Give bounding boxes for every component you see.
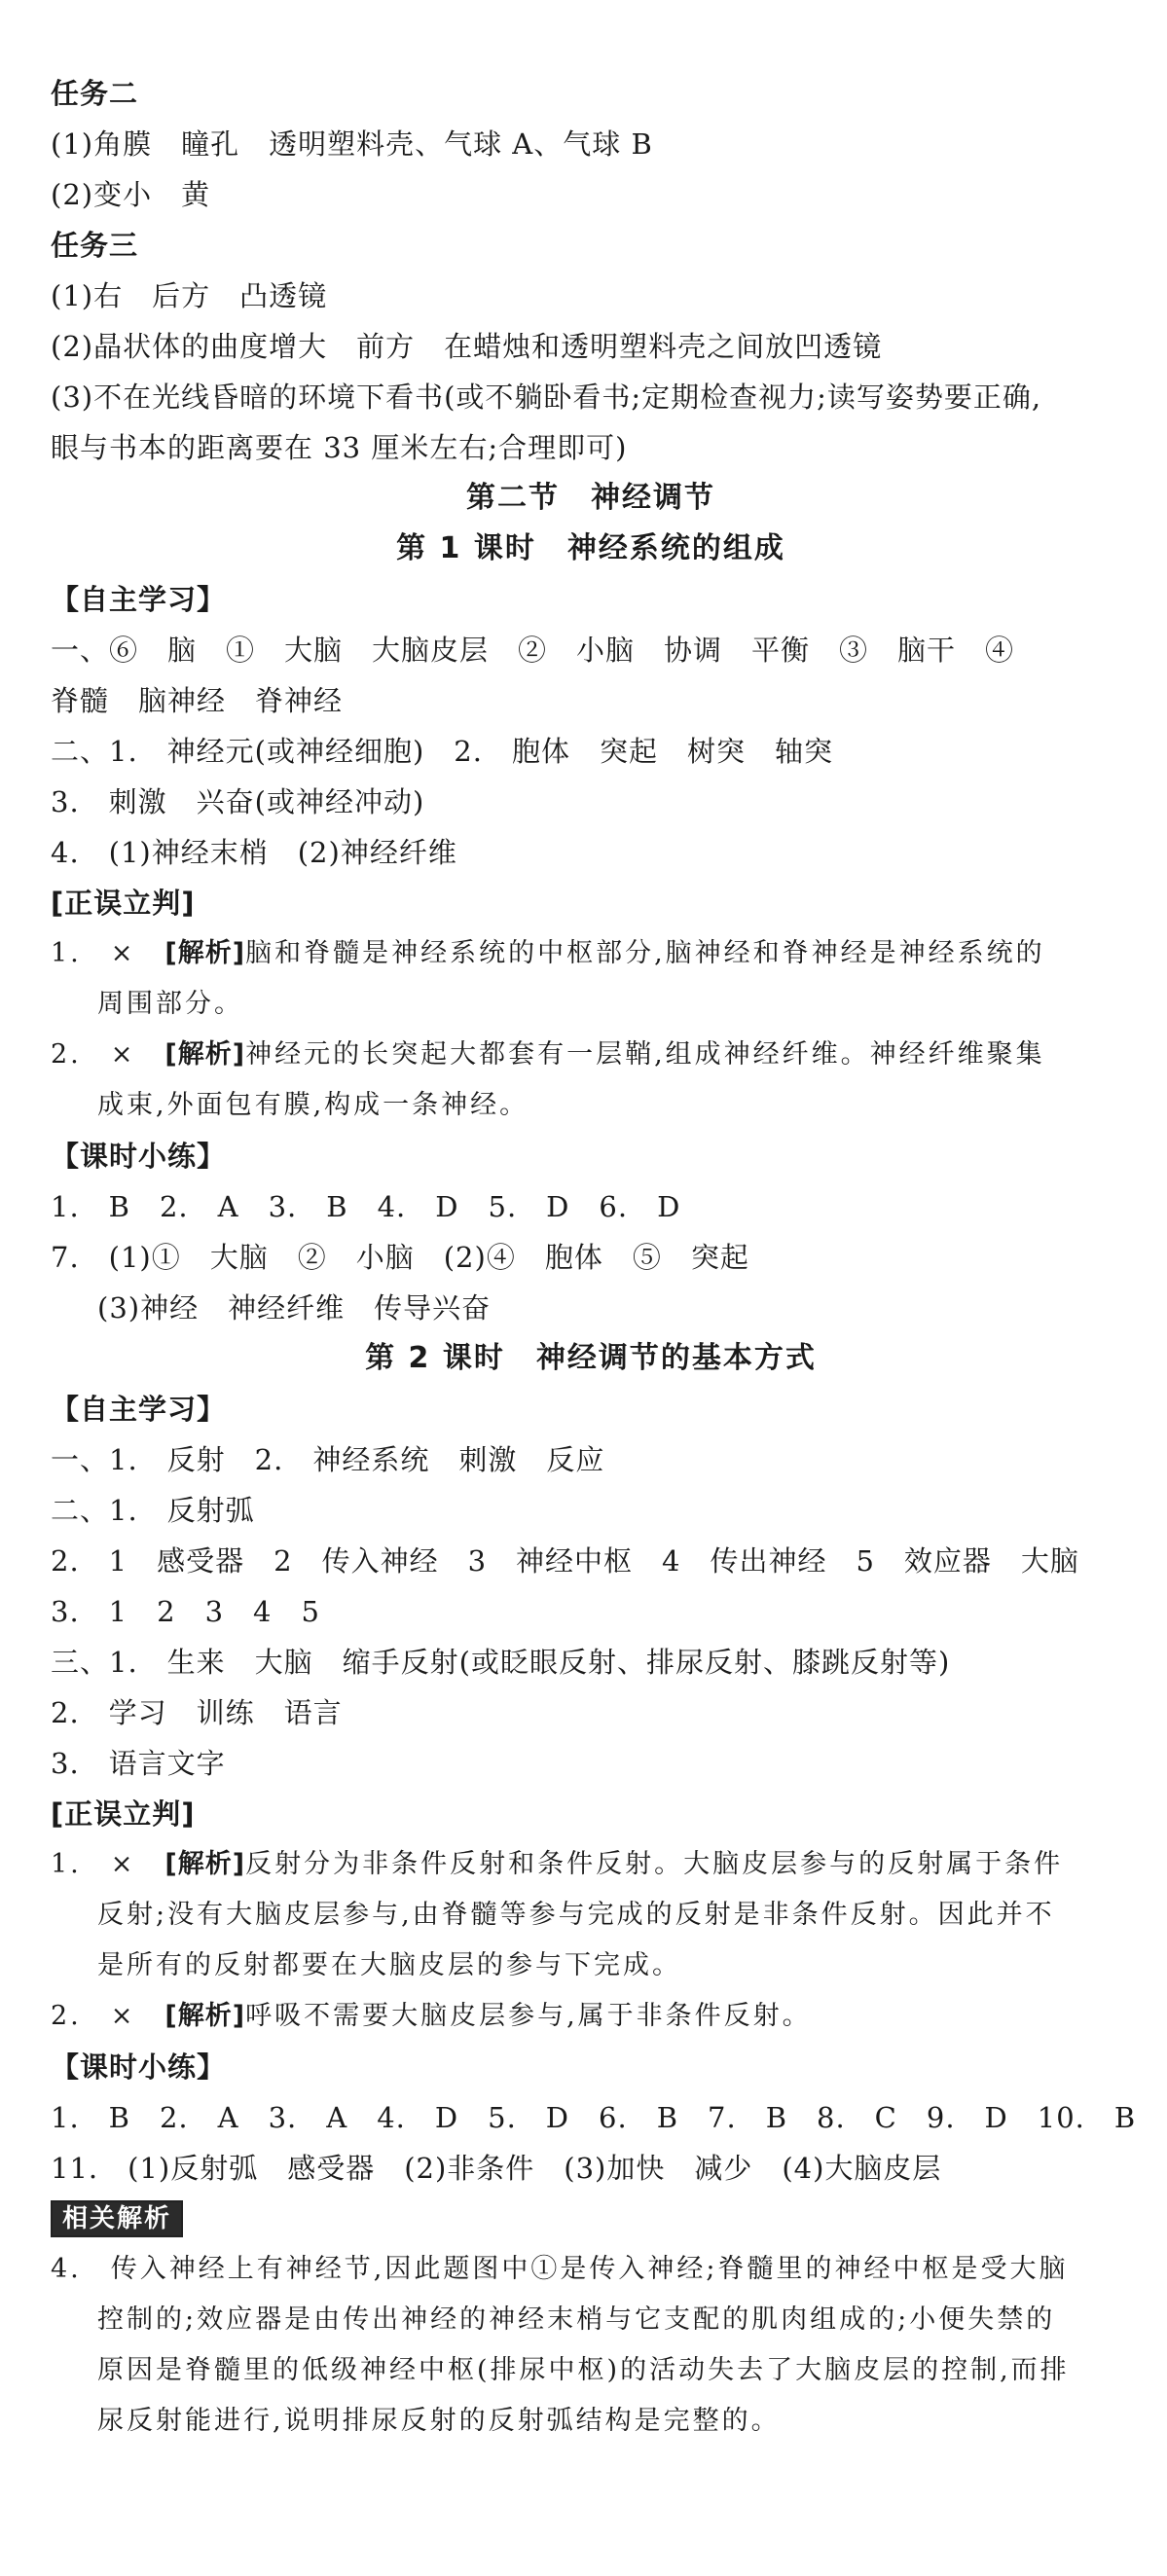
practice-heading: 【课时小练】 bbox=[51, 2050, 227, 2084]
self-study-line: 3. 刺激 兴奋(或神经冲动) bbox=[51, 785, 425, 818]
lesson-1-title: 第 1 课时 神经系统的组成 bbox=[396, 531, 785, 565]
self-study-heading: 【自主学习】 bbox=[51, 583, 227, 616]
explanation-item bbox=[51, 1991, 1131, 2042]
analysis-tag: [解析] bbox=[164, 2001, 246, 2031]
self-study-line: 2. 1 感受器 2 传入神经 3 神经中枢 4 传出神经 5 效应器 大脑 bbox=[51, 1544, 1079, 1578]
explanation-text: 脑和脊髓是神经系统的中枢部分,脑神经和脊神经是神经系统的 bbox=[245, 938, 1045, 968]
analysis-tag: [解析] bbox=[164, 1039, 246, 1070]
explanation-text: 神经元的长突起大都套有一层鞘,组成神经纤维。神经纤维聚集 bbox=[245, 1039, 1045, 1070]
practice-line: 7. (1)① 大脑 ② 小脑 (2)④ 胞体 ⑤ 突起 bbox=[51, 1241, 749, 1274]
item-number: 1. × bbox=[51, 938, 165, 968]
practice-heading: 【课时小练】 bbox=[51, 1140, 227, 1173]
self-study-line: 2. 学习 训练 语言 bbox=[51, 1696, 343, 1729]
practice-line: 1. B 2. A 3. B 4. D 5. D 6. D bbox=[51, 1190, 681, 1223]
self-study-line: 3. 1 2 3 4 5 bbox=[51, 1595, 320, 1628]
explanation-item bbox=[51, 1030, 1131, 1080]
explanation-cont: 是所有的反射都要在大脑皮层的参与下完成。 bbox=[97, 1950, 681, 1980]
item-number: 1. × bbox=[51, 1849, 165, 1879]
self-study-line: 脊髓 脑神经 脊神经 bbox=[51, 684, 344, 717]
self-study-line: 4. (1)神经末梢 (2)神经纤维 bbox=[51, 836, 457, 869]
task-2-heading: 任务二 bbox=[51, 77, 139, 110]
task-3-answer-2: (2)晶状体的曲度增大 前方 在蜡烛和透明塑料壳之间放凹透镜 bbox=[51, 330, 883, 363]
true-false-heading: [正误立判] bbox=[51, 887, 196, 920]
explanation-text: 呼吸不需要大脑皮层参与,属于非条件反射。 bbox=[245, 2001, 812, 2031]
explanation-cont: 周围部分。 bbox=[97, 989, 243, 1019]
related-analysis-label-row bbox=[51, 2194, 1131, 2244]
explanation-cont: 反射;没有大脑皮层参与,由脊髓等参与完成的反射是非条件反射。因此并不 bbox=[97, 1900, 1055, 1930]
self-study-heading: 【自主学习】 bbox=[51, 1393, 227, 1426]
explanation-cont: 控制的;效应器是由传出神经的神经末梢与它支配的肌肉组成的;小便失禁的 bbox=[97, 2304, 1056, 2335]
explanation-item bbox=[51, 2244, 1131, 2295]
analysis-tag: [解析] bbox=[164, 938, 246, 968]
item-number: 2. × bbox=[51, 1039, 165, 1070]
practice-line-indent: (3)神经 神经纤维 传导兴奋 bbox=[97, 1291, 492, 1324]
analysis-tag: [解析] bbox=[164, 1849, 246, 1879]
self-study-line: 三、1. 生来 大脑 缩手反射(或眨眼反射、排尿反射、膝跳反射等) bbox=[51, 1646, 951, 1679]
explanation-item bbox=[51, 1839, 1131, 1890]
item-number: 2. × bbox=[51, 2001, 165, 2031]
explanation-text: 传入神经上有神经节,因此题图中①是传入神经;脊髓里的神经中枢是受大脑 bbox=[110, 2254, 1069, 2284]
self-study-line: 一、1. 反射 2. 神经系统 刺激 反应 bbox=[51, 1443, 605, 1476]
task-3-answer-3-cont: 眼与书本的距离要在 33 厘米左右;合理即可) bbox=[51, 431, 628, 464]
self-study-line: 一、⑥ 脑 ① 大脑 大脑皮层 ② 小脑 协调 平衡 ③ 脑干 ④ bbox=[51, 634, 1015, 667]
explanation-text: 反射分为非条件反射和条件反射。大脑皮层参与的反射属于条件 bbox=[245, 1849, 1064, 1879]
explanation-cont: 尿反射能进行,说明排尿反射的反射弧结构是完整的。 bbox=[97, 2406, 781, 2436]
answer-page bbox=[51, 68, 1137, 2447]
explanation-cont: 原因是脊髓里的低级神经中枢(排尿中枢)的活动失去了大脑皮层的控制,而排 bbox=[97, 2355, 1070, 2385]
related-analysis-label: 相关解析 bbox=[51, 2200, 183, 2237]
item-number: 4. bbox=[51, 2254, 111, 2284]
practice-line: 1. B 2. A 3. A 4. D 5. D 6. B 7. B 8. C 9. D 10. B bbox=[51, 2101, 1137, 2134]
self-study-line: 3. 语言文字 bbox=[51, 1747, 226, 1780]
true-false-heading: [正误立判] bbox=[51, 1797, 196, 1831]
practice-line: 11. (1)反射弧 感受器 (2)非条件 (3)加快 减少 (4)大脑皮层 bbox=[51, 2152, 942, 2185]
self-study-line: 二、1. 神经元(或神经细胞) 2. 胞体 突起 树突 轴突 bbox=[51, 735, 833, 768]
self-study-line: 二、1. 反射弧 bbox=[51, 1494, 255, 1527]
task-2-answer-1: (1)角膜 瞳孔 透明塑料壳、气球 A、气球 B bbox=[51, 127, 653, 161]
task-3-answer-1: (1)右 后方 凸透镜 bbox=[51, 279, 328, 312]
lesson-2-title: 第 2 课时 神经调节的基本方式 bbox=[365, 1341, 817, 1375]
explanation-cont: 成束,外面包有膜,构成一条神经。 bbox=[97, 1090, 529, 1120]
section-title: 第二节 神经调节 bbox=[466, 481, 715, 515]
task-3-heading: 任务三 bbox=[51, 229, 139, 262]
task-3-answer-3: (3)不在光线昏暗的环境下看书(或不躺卧看书;定期检查视力;读写姿势要正确, bbox=[51, 381, 1042, 414]
explanation-item bbox=[51, 928, 1131, 979]
task-2-answer-2: (2)变小 黄 bbox=[51, 178, 211, 211]
